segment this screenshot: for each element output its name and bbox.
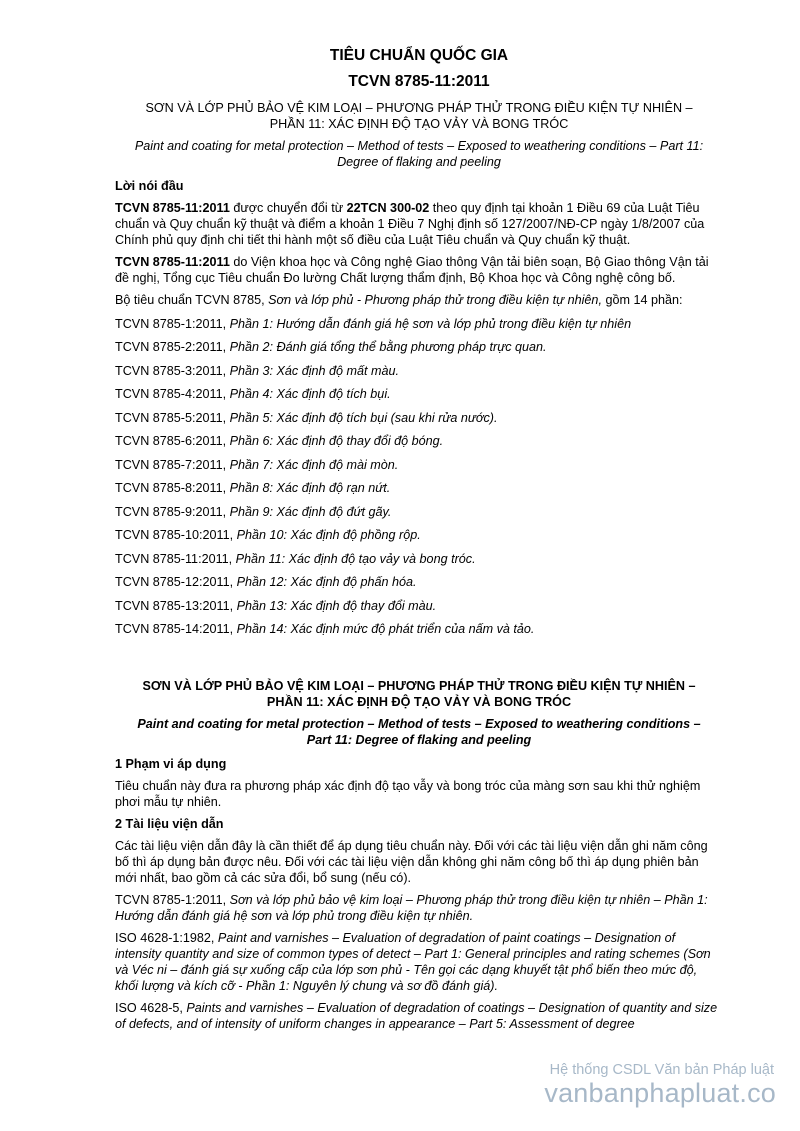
parts-list	[115, 316, 723, 638]
document-page	[115, 46, 723, 1038]
text-run: theo quy định tại khoản 1 Điều 69 của Luật Tiêu chuẩn và Quy chuẩn kỹ thuật và điểm a khoản 1 Điều 7 Nghị định số 127/2007/NĐ-CP ngày 1/8/2007 của Chính phủ quy định chi tiết thi hành một số điều của Luật Tiêu chuẩn và Quy chuẩn kỹ thuật.	[115, 201, 705, 247]
list-item	[115, 621, 723, 637]
title-vietnamese-line2: PHẦN 11: XÁC ĐỊNH ĐỘ TẠO VẢY VÀ BONG TRÓC	[269, 117, 569, 131]
part-code: TCVN 8785-10:2011,	[115, 528, 237, 542]
part-code: TCVN 8785-1:2011,	[115, 316, 230, 331]
standard-ref-bold: TCVN 8785-11:2011	[115, 255, 230, 269]
reference-item	[115, 1000, 723, 1032]
list-item	[115, 551, 723, 567]
list-item	[115, 410, 723, 426]
list-item	[115, 386, 723, 402]
watermark-caption: Hệ thống CSDL Văn bản Pháp luật	[549, 1062, 774, 1078]
part-code: TCVN 8785-7:2011,	[115, 457, 230, 472]
part-code: TCVN 8785-3:2011,	[115, 363, 230, 378]
part-code: TCVN 8785-5:2011,	[115, 410, 230, 425]
list-item	[115, 527, 723, 543]
source-standard-bold: 22TCN 300-02	[346, 201, 430, 215]
title-vietnamese	[115, 100, 723, 132]
foreword-paragraph-3	[115, 292, 723, 308]
section-1-text: Tiêu chuẩn này đưa ra phương pháp xác định độ tạo vẫy và bong tróc của màng sơn sau khi thử nghiệm phơi mẫu tự nhiên.	[115, 778, 701, 809]
text-run: do Viện khoa học và Công nghệ Giao thông Vận tải biên soạn, Bộ Giao thông Vận tải đề nghị, Tổng cục Tiêu chuẩn Đo lường Chất lượng thẩm định, Bộ Khoa học và Công nghệ công bố.	[115, 255, 709, 285]
section-spacer	[115, 645, 723, 678]
reference-code: ISO 4628-5,	[115, 1000, 187, 1015]
foreword-paragraph-1	[115, 200, 723, 248]
reference-item	[115, 930, 723, 994]
part-title: Phần 12: Xác định độ phấn hóa.	[236, 575, 417, 589]
standard-title-vietnamese-line2: PHẦN 11: XÁC ĐỊNH ĐỘ TẠO VẢY VÀ BONG TRÓC	[266, 694, 572, 709]
title-english-line1: Paint and coating for metal protection – Method of tests – Exposed to weathering conditions – Part 11:	[134, 139, 704, 153]
list-item	[115, 316, 723, 332]
part-code: TCVN 8785-6:2011,	[115, 434, 230, 448]
foreword-heading: Lời nói đầu	[115, 179, 184, 193]
standard-title-vietnamese-line1: SƠN VÀ LỚP PHỦ BẢO VỆ KIM LOẠI – PHƯƠNG PHÁP THỬ TRONG ĐIỀU KIỆN TỰ NHIÊN –	[142, 678, 696, 693]
part-title: Phần 10: Xác định độ phồng rộp.	[236, 528, 421, 542]
part-code: TCVN 8785-4:2011,	[115, 387, 230, 401]
reference-title: Sơn và lớp phủ bảo vệ kim loại – Phương pháp thử trong điều kiện tự nhiên – Phần 1: Hướng dẫn đánh giá hệ sơn và lớp phủ trong điều kiện tự nhiên.	[115, 892, 708, 923]
document-title: TIÊU CHUẨN QUỐC GIA	[329, 47, 509, 64]
list-item	[115, 598, 723, 614]
watermark-site: vanbanphapluat.co	[544, 1078, 776, 1108]
list-item	[115, 574, 723, 590]
reference-item	[115, 892, 723, 924]
part-title: Phần 8: Xác định độ rạn nứt.	[229, 481, 391, 495]
part-title: Phần 14: Xác định mức độ phát triển của nấm và tảo.	[236, 622, 535, 636]
part-title: Phần 1: Hướng dẫn đánh giá hệ sơn và lớp phủ trong điều kiện tự nhiên	[229, 316, 632, 331]
part-code: TCVN 8785-8:2011,	[115, 481, 230, 495]
standard-ref-bold: TCVN 8785-11:2011	[115, 201, 230, 215]
standard-title-english	[115, 716, 723, 748]
reference-title: Paints and varnishes – Evaluation of degradation of coatings – Designation of quantity and size of defects, and of intensity of uniform changes in appearance – Part 5: Assessment of degree	[115, 1000, 718, 1031]
reference-code: ISO 4628-1:1982,	[115, 930, 218, 945]
list-item	[115, 433, 723, 449]
list-item	[115, 480, 723, 496]
part-title: Phần 11: Xác định độ tạo vảy và bong tróc.	[235, 551, 476, 566]
part-title: Phần 6: Xác định độ thay đổi độ bóng.	[229, 434, 444, 448]
text-run: Bộ tiêu chuẩn TCVN 8785,	[115, 293, 269, 307]
foreword-paragraph-2	[115, 254, 723, 286]
title-english	[115, 138, 723, 170]
section-1-heading: 1 Phạm vi áp dụng	[115, 756, 227, 771]
title-vietnamese-line1: SƠN VÀ LỚP PHỦ BẢO VỆ KIM LOẠI – PHƯƠNG PHÁP THỬ TRONG ĐIỀU KIỆN TỰ NHIÊN –	[145, 101, 693, 115]
standard-title-english-line2: Part 11: Degree of flaking and peeling	[306, 732, 532, 747]
section-2-heading: 2 Tài liệu viện dẫn	[115, 816, 224, 831]
text-run: được chuyển đổi từ	[229, 201, 347, 215]
list-item	[115, 363, 723, 379]
text-run: gồm 14 phần:	[601, 293, 683, 307]
standard-title-english-line1: Paint and coating for metal protection – Method of tests – Exposed to weathering conditions –	[137, 716, 701, 731]
part-title: Phần 5: Xác định độ tích bụi (sau khi rửa nước).	[229, 410, 498, 425]
section-2-text: Các tài liệu viện dẫn đây là cần thiết để áp dụng tiêu chuẩn này. Đối với các tài liệu viện dẫn ghi năm công bố thì áp dụng bản được nêu. Đối với các tài liệu viện dẫn không ghi năm công bố thì áp dụng phiên bản mới nhất, bao gồm cả các sửa đổi, bổ sung (nếu có).	[115, 838, 708, 885]
part-title: Phần 4: Xác định độ tích bụi.	[229, 387, 391, 401]
part-code: TCVN 8785-14:2011,	[115, 622, 237, 636]
standard-code: TCVN 8785-11:2011	[348, 73, 490, 90]
part-code: TCVN 8785-12:2011,	[115, 575, 237, 589]
series-title-italic: Sơn và lớp phủ - Phương pháp thử trong điều kiện tự nhiên,	[268, 293, 602, 307]
part-title: Phần 13: Xác định độ thay đổi màu.	[236, 598, 437, 613]
part-code: TCVN 8785-2:2011,	[115, 340, 230, 354]
part-code: TCVN 8785-13:2011,	[115, 598, 237, 613]
title-english-line2: Degree of flaking and peeling	[337, 155, 501, 169]
list-item	[115, 504, 723, 520]
standard-title-vietnamese	[115, 678, 723, 710]
part-code: TCVN 8785-11:2011,	[115, 551, 236, 566]
list-item	[115, 457, 723, 473]
list-item	[115, 339, 723, 355]
reference-code: TCVN 8785-1:2011,	[115, 892, 230, 907]
part-title: Phần 3: Xác định độ mất màu.	[229, 363, 399, 378]
part-title: Phần 7: Xác định độ mài mòn.	[229, 457, 399, 472]
reference-title: Paint and varnishes – Evaluation of degradation of paint coatings – Designation of intensity quantity and size of common types of detect – Part 1: General principles and rating schemes (Sơn và Véc ni – đánh giá sự xuống cấp của lớp sơn phủ - Tên gọi các dạng khuyết tật phổ biến theo mức độ, khối lượng và kích cỡ - Phần 1: Nguyên lý chung và sơ đồ đánh giá).	[115, 930, 711, 993]
part-title: Phần 9: Xác định độ đứt gãy.	[229, 504, 392, 519]
part-title: Phần 2: Đánh giá tổng thể bằng phương pháp trực quan.	[229, 340, 547, 354]
part-code: TCVN 8785-9:2011,	[115, 504, 230, 519]
